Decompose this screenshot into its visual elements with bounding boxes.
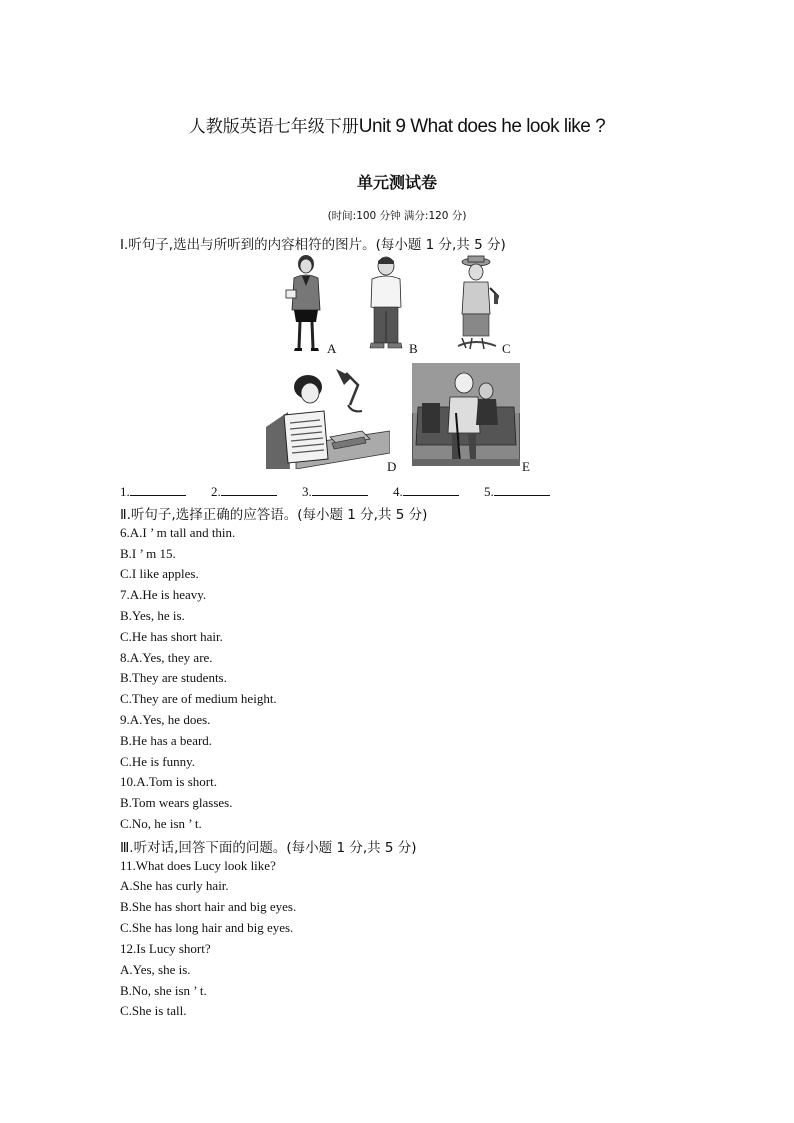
question-line: 12.Is Lucy short?	[120, 941, 211, 956]
heavy-man-standing-illustration	[366, 255, 406, 351]
woman-reading-newspaper-illustration	[266, 367, 390, 469]
picture-label-c: C	[502, 341, 511, 356]
answer-blanks	[120, 483, 562, 500]
question-line: B.Tom wears glasses.	[120, 795, 233, 810]
picture-label-d: D	[387, 459, 397, 474]
section-1-heading: Ⅰ.听句子,选出与所听到的内容相符的图片。(每小题 1 分,共 5 分)	[120, 237, 506, 253]
grandfather-and-child-on-sofa-illustration	[412, 363, 520, 466]
section-2-heading: Ⅱ.听句子,选择正确的应答语。(每小题 1 分,共 5 分)	[120, 507, 428, 523]
document-title	[0, 112, 794, 138]
question-line: B.I ’ m 15.	[120, 546, 176, 561]
question-line: C.He has short hair.	[120, 629, 223, 644]
question-line: 11.What does Lucy look like?	[120, 858, 276, 873]
answer-blank-4[interactable]: 4.	[393, 483, 459, 500]
question-line: 6.A.I ’ m tall and thin.	[120, 525, 236, 540]
picture-label-b: B	[409, 341, 418, 356]
question-line: B.She has short hair and big eyes.	[120, 899, 297, 914]
picture-label-a: A	[327, 341, 337, 356]
question-line: B.Yes, he is.	[120, 608, 185, 623]
question-line: C.They are of medium height.	[120, 691, 277, 706]
question-line: 9.A.Yes, he does.	[120, 712, 211, 727]
question-line: C.I like apples.	[120, 566, 199, 581]
question-line: B.He has a beard.	[120, 733, 213, 748]
question-line: B.No, she isn ’ t.	[120, 983, 207, 998]
question-line: 7.A.He is heavy.	[120, 587, 207, 602]
question-line: C.No, he isn ’ t.	[120, 816, 202, 831]
answer-blank-2[interactable]: 2.	[211, 483, 277, 500]
title-english: Unit 9 What does he look like ?	[358, 116, 606, 137]
answer-blank-3[interactable]: 3.	[302, 483, 368, 500]
question-line: 8.A.Yes, they are.	[120, 650, 213, 665]
question-line: B.They are students.	[120, 670, 227, 685]
picture-label-e: E	[522, 459, 530, 474]
section-3-heading: Ⅲ.听对话,回答下面的问题。(每小题 1 分,共 5 分)	[120, 840, 417, 856]
question-line: C.She has long hair and big eyes.	[120, 920, 294, 935]
question-line: A.Yes, she is.	[120, 962, 191, 977]
question-line: A.She has curly hair.	[120, 878, 229, 893]
woman-standing-illustration	[282, 252, 330, 354]
old-man-with-hat-illustration	[452, 254, 504, 354]
question-line: 10.A.Tom is short.	[120, 774, 217, 789]
exam-meta: (时间:100 分钟 满分:120 分)	[327, 210, 467, 222]
question-line: C.She is tall.	[120, 1003, 187, 1018]
answer-blank-5[interactable]: 5.	[484, 483, 550, 500]
answer-blank-1[interactable]: 1.	[120, 483, 186, 500]
title-chinese: 人教版英语七年级下册	[188, 117, 359, 137]
question-line: C.He is funny.	[120, 754, 195, 769]
document-subtitle: 单元测试卷	[356, 173, 437, 192]
